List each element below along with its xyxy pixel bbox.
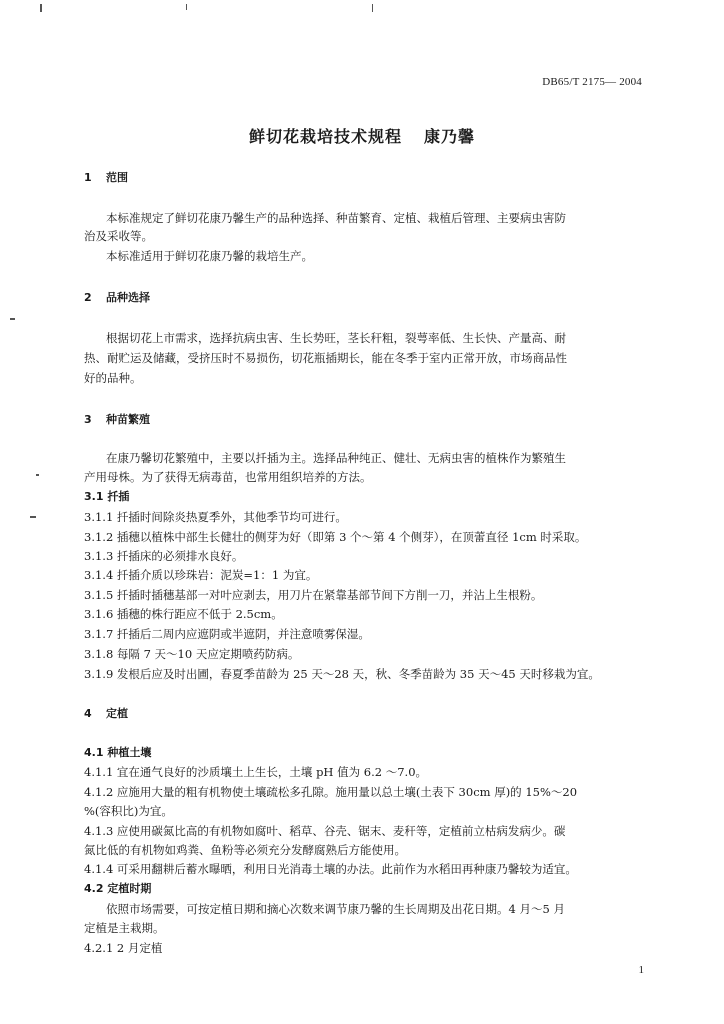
list-item: 3.1.4 扦插介质以珍珠岩：泥炭=1：1 为宜。 bbox=[84, 568, 318, 582]
section1-para-line: 本标准规定了鲜切花康乃馨生产的品种选择、种苗繁育、定植、栽植后管理、主要病虫害防 bbox=[106, 211, 566, 225]
section2-para-line: 好的品种。 bbox=[84, 371, 142, 385]
section-heading-2: 2 品种选择 bbox=[84, 291, 150, 304]
title-sub: 康乃馨 bbox=[424, 127, 476, 146]
section1-para-line: 本标准适用于鲜切花康乃馨的栽培生产。 bbox=[106, 249, 313, 263]
list-item: 4.2.1 2 月定植 bbox=[84, 941, 163, 955]
scan-speck bbox=[186, 4, 187, 10]
title-main: 鲜切花栽培技术规程 bbox=[248, 127, 402, 146]
scan-speck bbox=[10, 318, 15, 320]
list-item: 氮比低的有机物如鸡粪、鱼粉等必须充分发酵腐熟后方能使用。 bbox=[84, 843, 406, 857]
list-item: 3.1.9 发根后应及时出圃，春夏季苗龄为 25 天～28 天，秋、冬季苗龄为 35 天～45 天时移栽为宜。 bbox=[84, 667, 600, 681]
scan-speck bbox=[36, 474, 39, 476]
section4-para-line: 定植是主栽期。 bbox=[84, 921, 165, 935]
subsection-heading: 4.1 种植土壤 bbox=[84, 746, 152, 759]
subsection-heading: 4.2 定植时期 bbox=[84, 882, 152, 895]
list-item: %(容积比)为宜。 bbox=[84, 804, 173, 818]
section3-para-line: 产用母株。为了获得无病毒苗，也常用组织培养的方法。 bbox=[84, 470, 372, 484]
list-item: 4.1.2 应施用大量的粗有机物使土壤疏松多孔隙。施用量以总土壤(土表下 30cm 厚)的 15%～20 bbox=[84, 785, 578, 799]
document-title bbox=[0, 124, 724, 147]
list-item: 4.1.3 应使用碳氮比高的有机物如腐叶、稻草、谷壳、锯末、麦秆等，定植前立枯病发病少。碳 bbox=[84, 824, 566, 838]
section-heading-4: 4 定植 bbox=[84, 707, 128, 720]
list-item: 3.1.2 插穗以植株中部生长健壮的侧芽为好（即第 3 个～第 4 个侧芽），在顶蕾直径 1cm 时采取。 bbox=[84, 530, 587, 544]
scan-speck bbox=[40, 4, 42, 12]
section3-para-line: 在康乃馨切花繁殖中，主要以扦插为主。选择品种纯正、健壮、无病虫害的植株作为繁殖生 bbox=[106, 451, 566, 465]
page-number: 1 bbox=[638, 964, 644, 976]
scan-speck bbox=[30, 516, 36, 518]
list-item: 3.1.3 扦插床的必须排水良好。 bbox=[84, 549, 244, 563]
document-number: DB65/T 2175— 2004 bbox=[542, 76, 642, 88]
list-item: 3.1.5 扦插时插穗基部一对叶应剥去，用刀片在紧靠基部节间下方削一刀，并沾上生根粉。 bbox=[84, 588, 543, 602]
section2-para-line: 根据切花上市需求，选择抗病虫害、生长势旺，茎长秆粗，裂萼率低、生长快、产量高、耐 bbox=[106, 331, 566, 345]
list-item: 4.1.4 可采用翻耕后蓄水曝晒，利用日光消毒土壤的办法。此前作为水稻田再种康乃馨较为适宜。 bbox=[84, 862, 577, 876]
section1-para-line: 治及采收等。 bbox=[84, 229, 153, 243]
section-heading-1: 1 范围 bbox=[84, 171, 128, 184]
section2-para-line: 热、耐贮运及储藏，受挤压时不易损伤，切花瓶插期长，能在冬季于室内正常开放，市场商品性 bbox=[84, 351, 567, 365]
section4-para-line: 依照市场需要，可按定植日期和摘心次数来调节康乃馨的生长周期及出花日期。4 月～5 月 bbox=[106, 902, 565, 916]
list-item: 3.1.6 插穗的株行距应不低于 2.5cm。 bbox=[84, 607, 283, 621]
list-item: 4.1.1 宜在通气良好的沙质壤土上生长，土壤 pH 值为 6.2 ～7.0。 bbox=[84, 765, 428, 779]
list-item: 3.1.7 扦插后二周内应遮阴或半遮阴，并注意喷雾保湿。 bbox=[84, 627, 370, 641]
section-heading-3: 3 种苗繁殖 bbox=[84, 413, 150, 426]
subsection-heading: 3.1 扦插 bbox=[84, 490, 130, 503]
scan-speck bbox=[372, 4, 373, 12]
list-item: 3.1.1 扦插时间除炎热夏季外，其他季节均可进行。 bbox=[84, 510, 347, 524]
list-item: 3.1.8 每隔 7 天～10 天应定期喷药防病。 bbox=[84, 647, 300, 661]
